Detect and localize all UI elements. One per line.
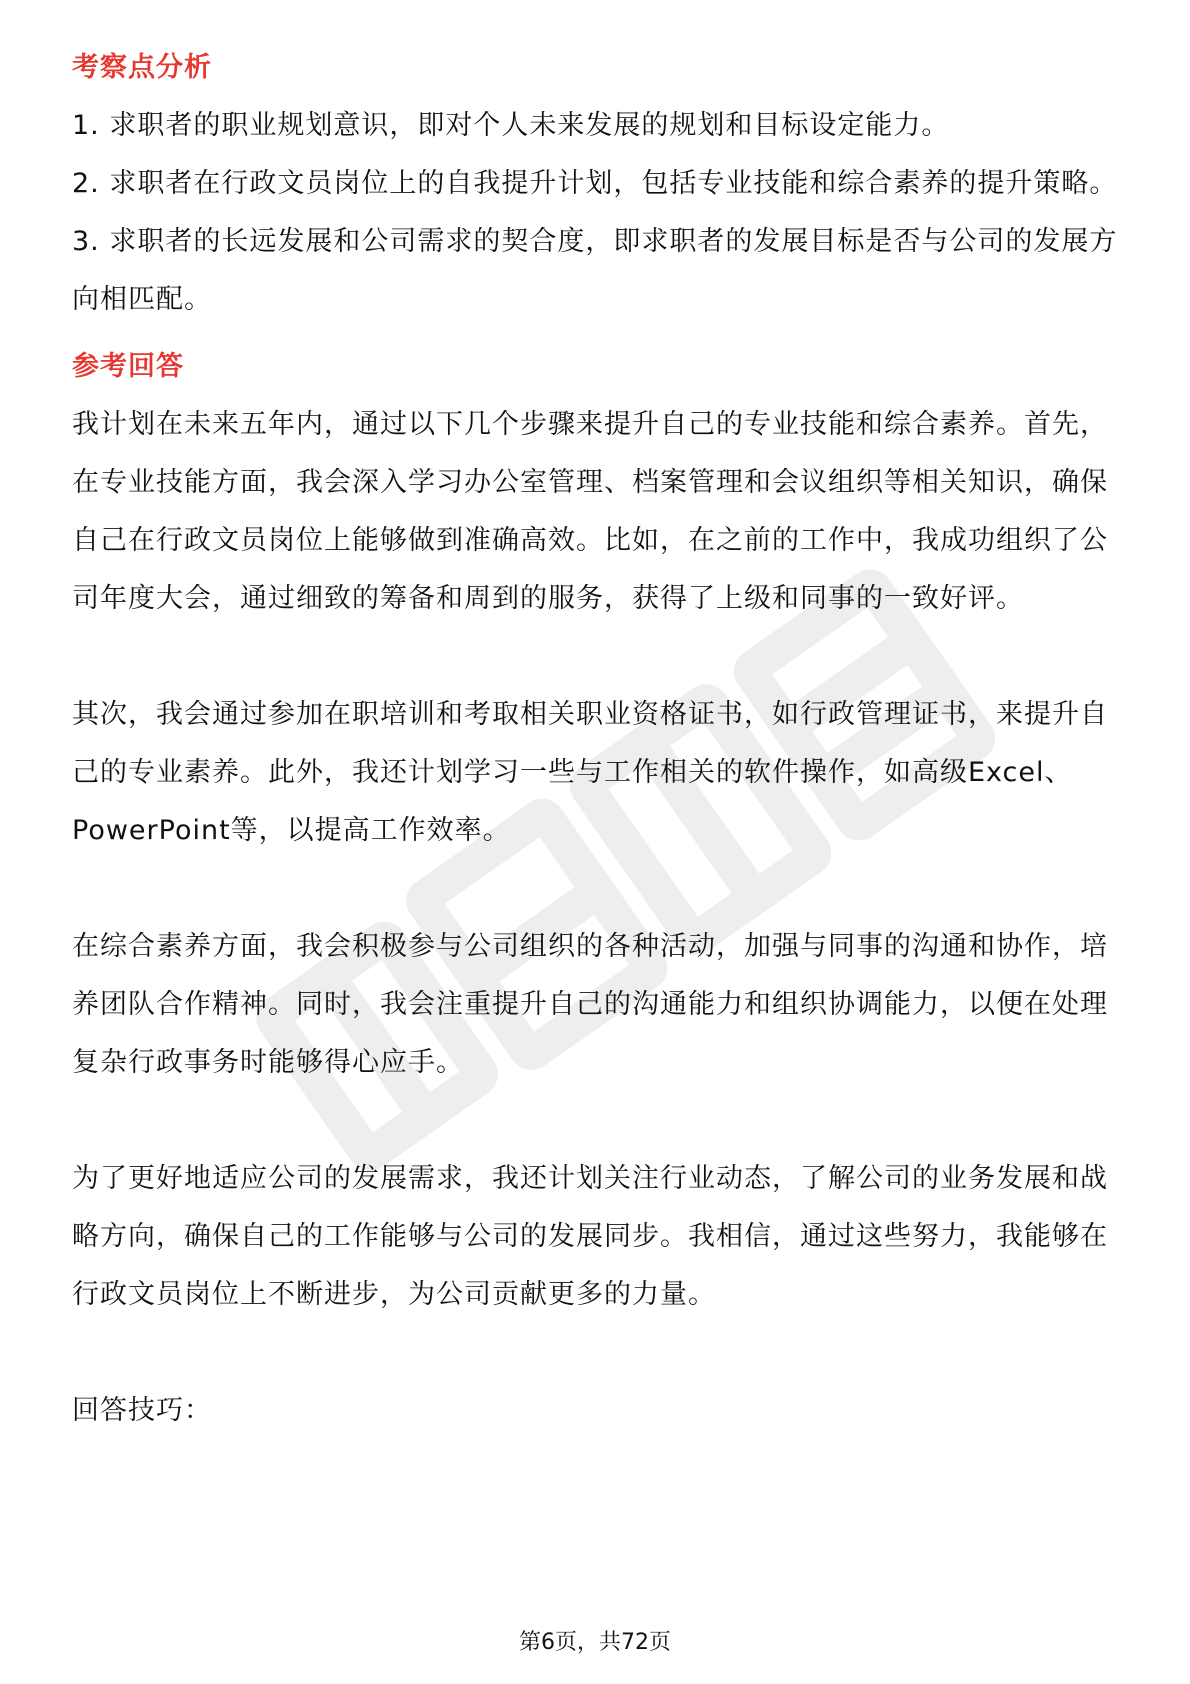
- answer-paragraph-4: 为了更好地适应公司的发展需求，我还计划关注行业动态，了解公司的业务发展和战略方向，确保自己的工作能够与公司的发展同步。我相信，通过这些努力，我能够在行政文员岗位上不断进步，为公司贡献更多的力量。: [72, 1163, 1108, 1310]
- answer-paragraph-3: 在综合素养方面，我会积极参与公司组织的各种活动，加强与同事的沟通和协作，培养团队合作精神。同时，我会注重提升自己的沟通能力和组织协调能力，以便在处理复杂行政事务时能够得心应手。: [72, 931, 1108, 1078]
- answer-paragraph-1: 我计划在未来五年内，通过以下几个步骤来提升自己的专业技能和综合素养。首先，在专业技能方面，我会深入学习办公室管理、档案管理和会议组织等相关知识，确保自己在行政文员岗位上能够做到准确高效。比如，在之前的工作中，我成功组织了公司年度大会，通过细致的筹备和周到的服务，获得了上级和同事的一致好评。: [72, 409, 1108, 614]
- document-body: [72, 48, 1122, 1440]
- section-title-analysis: 考察点分析: [72, 52, 212, 83]
- analysis-item-3: 3. 求职者的长远发展和公司需求的契合度，即求职者的发展目标是否与公司的发展方向相匹配。: [72, 226, 1118, 315]
- analysis-item-1: 1. 求职者的职业规划意识，即对个人未来发展的规划和目标设定能力。: [72, 110, 950, 141]
- tips-label: 回答技巧：: [72, 1395, 212, 1426]
- answer-paragraph-2: 其次，我会通过参加在职培训和考取相关职业资格证书，如行政管理证书，来提升自己的专业素养。此外，我还计划学习一些与工作相关的软件操作，如高级Excel、PowerPoint等，以提高工作效率。: [72, 699, 1108, 846]
- analysis-item-2: 2. 求职者在行政文员岗位上的自我提升计划，包括专业技能和综合素养的提升策略。: [72, 168, 1118, 199]
- page-number: 第6页，共72页: [519, 1630, 671, 1655]
- section-title-reference-answer: 参考回答: [72, 351, 184, 382]
